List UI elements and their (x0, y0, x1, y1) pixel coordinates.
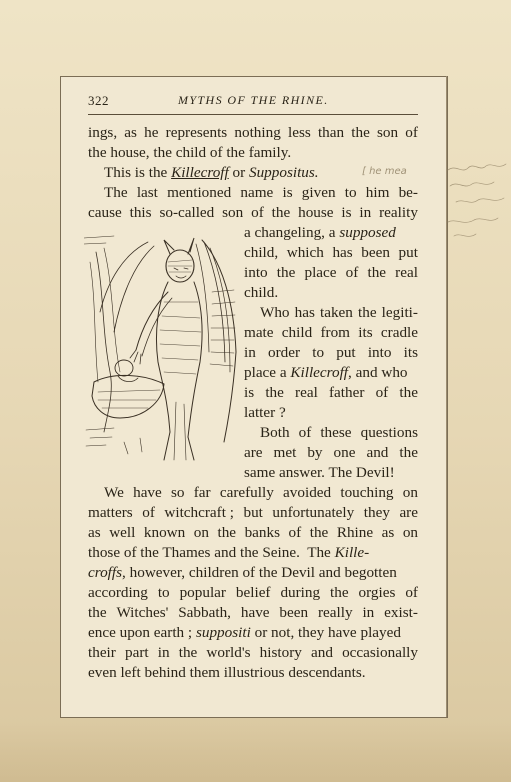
running-head (88, 93, 418, 109)
word: the (276, 264, 296, 281)
word: far (193, 484, 211, 501)
text-line (88, 503, 418, 523)
word: Witches' (116, 604, 169, 621)
text-line (260, 423, 418, 443)
word: been (361, 244, 390, 261)
text-run: those of the Thames and the Seine. The (88, 544, 335, 561)
word: known (143, 524, 186, 541)
word: the (330, 584, 349, 601)
word: one (333, 444, 356, 461)
pencil-annotation: [ he mea (362, 166, 407, 177)
word: to (312, 344, 325, 361)
word: place (304, 264, 337, 281)
word: the (309, 524, 329, 541)
text-run: or not, they have played (250, 624, 401, 641)
word: popular (179, 584, 226, 601)
word: nothing (234, 124, 281, 141)
word: taken (320, 304, 353, 321)
text-line: latter ? (244, 404, 286, 421)
word: and (366, 444, 389, 461)
word: house (298, 204, 334, 221)
word: cause (88, 204, 122, 221)
word: have (133, 484, 162, 501)
word: given (301, 184, 336, 201)
word: of (298, 424, 312, 441)
word: cradle (380, 324, 418, 341)
italic-term: Kille- (334, 544, 370, 561)
word: exist- (384, 604, 418, 621)
word: mentioned (167, 184, 232, 201)
word: the (358, 304, 377, 321)
word: orgies (358, 584, 396, 601)
text-line (88, 543, 418, 563)
word: the (178, 644, 198, 661)
text-line: child. (244, 284, 279, 301)
italic-term: suppositi (195, 624, 251, 641)
word: than (317, 124, 345, 141)
word: in (244, 344, 256, 361)
word: are (399, 504, 418, 521)
text-line (260, 303, 418, 323)
text-line (244, 443, 418, 463)
text-line (88, 603, 418, 623)
word: him (365, 184, 390, 201)
word: and (311, 644, 333, 661)
text-line (244, 383, 418, 403)
word: as (88, 524, 101, 541)
word: Who (260, 304, 290, 321)
word: questions (360, 424, 418, 441)
word: witchcraft ; (164, 504, 234, 521)
word: child (281, 324, 313, 341)
word: met (273, 444, 297, 461)
word: Both (260, 424, 290, 441)
word: the (265, 384, 284, 401)
word: the (399, 444, 418, 461)
word: the (351, 124, 370, 141)
word: the (217, 524, 237, 541)
word: is (244, 384, 255, 401)
word: in (362, 604, 375, 621)
word: put (398, 244, 418, 261)
text-line (88, 563, 418, 583)
word: Sabbath, (178, 604, 231, 621)
text-run: a changeling, a (244, 224, 340, 241)
word: of (142, 504, 155, 521)
word: put (336, 344, 356, 361)
word: on (402, 524, 418, 541)
word: We (104, 484, 124, 501)
word: ings, (88, 124, 118, 141)
italic-term: Killecroff (171, 164, 229, 181)
word: Rhine (336, 524, 374, 541)
word: be- (398, 184, 418, 201)
text-line (244, 243, 418, 263)
word: represents (165, 124, 228, 141)
text-line (88, 203, 418, 223)
word: The (104, 184, 128, 201)
word: as (381, 524, 395, 541)
word: matters (88, 504, 133, 521)
text-line (104, 183, 418, 203)
word: world's (206, 644, 251, 661)
word: so (171, 484, 185, 501)
word: name (240, 184, 274, 201)
word: occasionally (342, 644, 418, 661)
word: father (328, 384, 365, 401)
word: by (307, 444, 323, 461)
word: on (402, 484, 418, 501)
text-run: place a (244, 364, 291, 381)
text-line (244, 343, 418, 363)
word: so-called (159, 204, 215, 221)
text-line (244, 223, 418, 243)
italic-term: supposed (339, 224, 396, 241)
word: this (129, 204, 152, 221)
word: has (332, 244, 353, 261)
word: in (359, 204, 372, 221)
running-title: MYTHS OF THE RHINE. (178, 93, 329, 107)
word: really (317, 604, 353, 621)
devil-engraving-illustration (84, 232, 240, 464)
word: but (243, 504, 263, 521)
word: as (124, 124, 137, 141)
word: the (399, 384, 418, 401)
word: into (244, 264, 268, 281)
word: the (367, 264, 387, 281)
text-line (244, 363, 418, 383)
word: legiti- (381, 304, 418, 321)
word: during (280, 584, 321, 601)
word: real (295, 384, 318, 401)
text-line (88, 643, 418, 663)
word: of (288, 524, 302, 541)
word: which (286, 244, 324, 261)
text-line (88, 583, 418, 603)
text-line (244, 263, 418, 283)
page-bottom-shadow (0, 722, 511, 782)
text-run: This is the (104, 164, 172, 181)
word: touching (340, 484, 394, 501)
text-run: , however, children of the Devil and begotten (122, 564, 397, 581)
word: reality (379, 204, 418, 221)
word: to (344, 184, 357, 201)
text-line (88, 523, 418, 543)
text-line: same answer. The Devil! (244, 464, 395, 481)
italic-term: croffs (88, 564, 123, 581)
text-line (244, 323, 418, 343)
word: to (157, 584, 170, 601)
text-line: the house, the child of the family. (88, 144, 292, 161)
word: of (345, 264, 359, 281)
text-run: , and who (348, 364, 408, 381)
italic-term: Suppositus. (248, 164, 319, 181)
marginal-pencil-scrawl (446, 160, 510, 250)
word: according (88, 584, 148, 601)
word: into (367, 344, 392, 361)
word: last (136, 184, 158, 201)
text-run: or (228, 164, 249, 181)
word: been (279, 604, 309, 621)
word: son (222, 204, 244, 221)
word: are (244, 444, 263, 461)
text-line (88, 623, 418, 643)
text-line (88, 123, 418, 143)
word: of (251, 204, 264, 221)
word: its (358, 324, 373, 341)
word: history (259, 644, 302, 661)
word: he (144, 124, 159, 141)
word: well (109, 524, 136, 541)
word: avoided (283, 484, 332, 501)
word: child, (244, 244, 279, 261)
word: banks (244, 524, 280, 541)
text-line: even left behind them illustrious descendants. (88, 664, 366, 681)
word: have (240, 604, 270, 621)
word: unfortunately (272, 504, 355, 521)
word: order (268, 344, 301, 361)
header-rule (88, 114, 418, 115)
word: son (377, 124, 399, 141)
word: of (405, 124, 418, 141)
word: real (395, 264, 418, 281)
word: of (405, 584, 418, 601)
word: less (287, 124, 311, 141)
word: carefully (219, 484, 274, 501)
word: the (88, 604, 107, 621)
page-number: 322 (88, 93, 109, 108)
word: has (294, 304, 315, 321)
text-run: ence upon earth ; (88, 624, 196, 641)
word: is (282, 184, 293, 201)
word: these (320, 424, 352, 441)
italic-term: Killecroff (290, 364, 349, 381)
word: part (124, 644, 149, 661)
word: on (193, 524, 209, 541)
word: they (363, 504, 390, 521)
word: of (375, 384, 389, 401)
word: is (341, 204, 352, 221)
word: from (320, 324, 350, 341)
word: belief (235, 584, 271, 601)
word: their (88, 644, 116, 661)
text-line (104, 483, 418, 503)
word: the (271, 204, 291, 221)
word: mate (244, 324, 274, 341)
word: in (157, 644, 170, 661)
word: its (403, 344, 418, 361)
